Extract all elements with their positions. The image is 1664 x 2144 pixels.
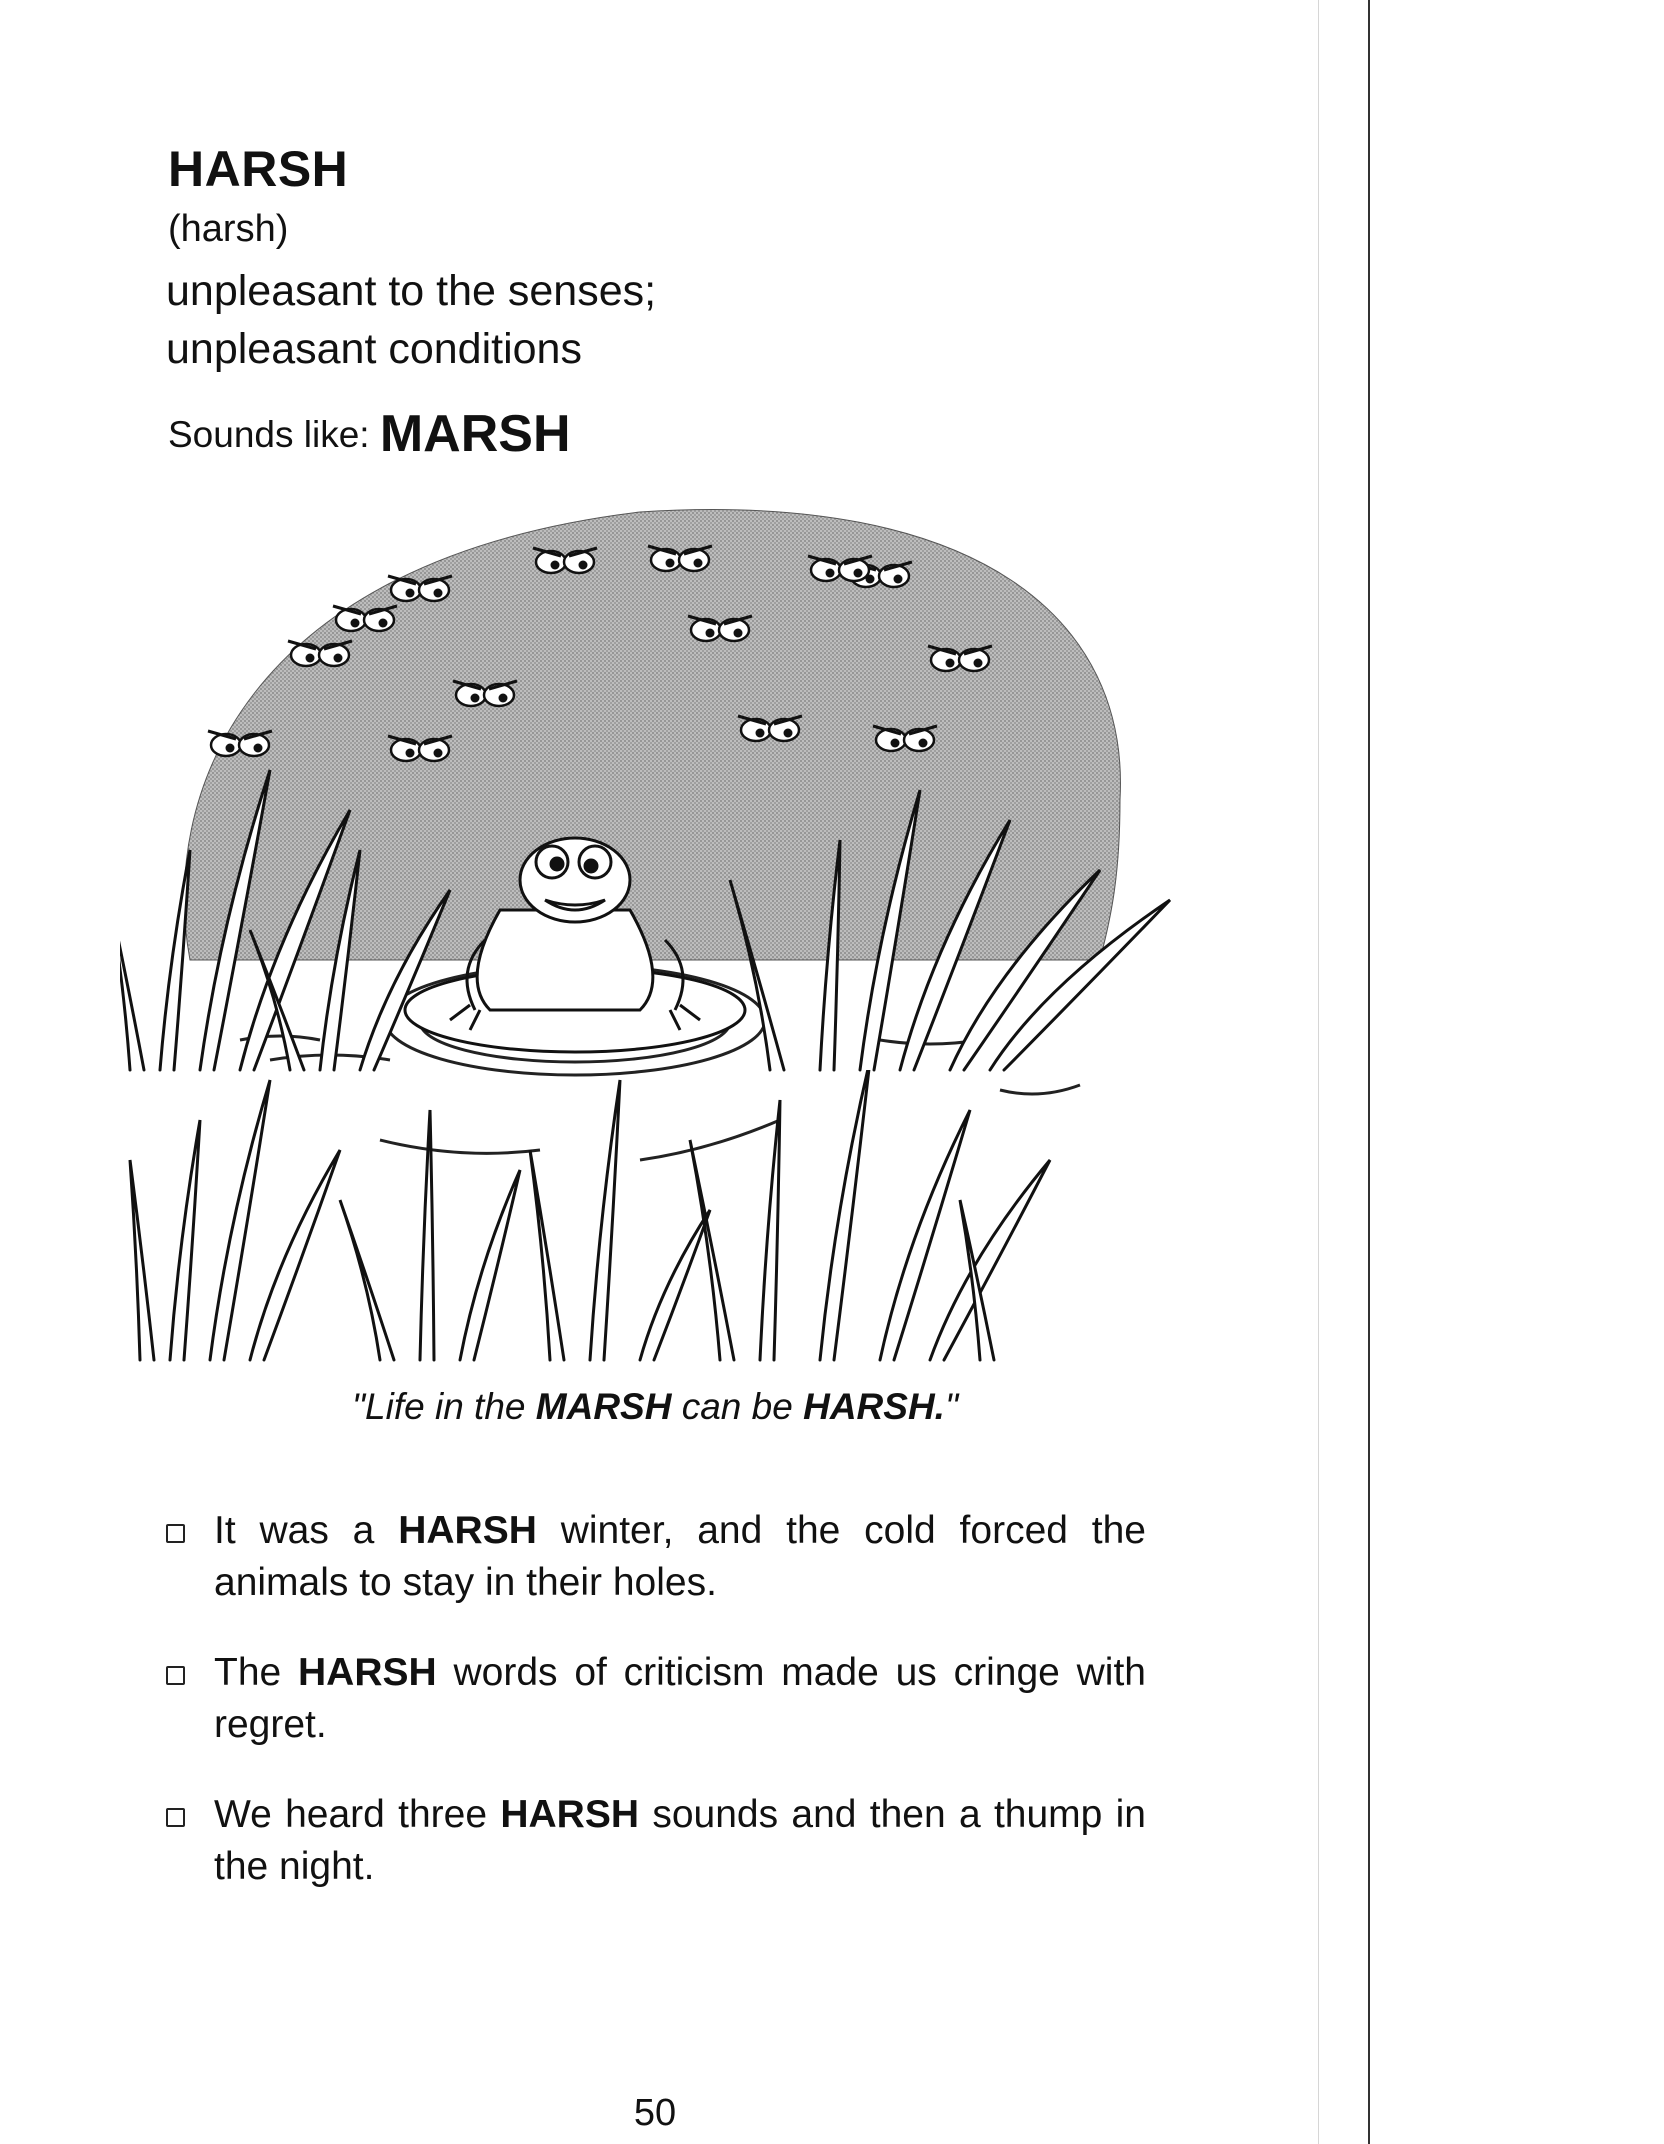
pronunciation: (harsh) [168, 208, 289, 250]
reed-blade [160, 850, 190, 1070]
reed-blade [460, 1170, 520, 1360]
reed-blade [760, 1100, 780, 1360]
reed-blade [340, 1200, 394, 1360]
caption-open: "Life in the [351, 1386, 536, 1427]
checkbox-bullet-icon [166, 1808, 185, 1827]
example-text-after: sounds and then a thump in the night. [214, 1793, 1146, 1888]
example-item [166, 1647, 1146, 1751]
caption-middle: can be [671, 1386, 804, 1427]
reed-blade [590, 1080, 620, 1360]
caption [0, 1386, 1310, 1428]
caption-close: " [944, 1386, 959, 1427]
page-edge [1368, 0, 1370, 2144]
caption-word-2: HARSH. [803, 1386, 945, 1427]
reed-blade [930, 1160, 1050, 1360]
reed-blade [640, 1210, 710, 1360]
checkbox-bullet-icon [166, 1524, 185, 1543]
page-number: 50 [633, 2092, 677, 2134]
example-list [166, 1505, 1146, 1931]
sounds-like-word: MARSH [379, 405, 571, 463]
example-item [166, 1505, 1146, 1609]
example-text-before: We heard three [214, 1793, 501, 1836]
definition [166, 262, 656, 378]
example-keyword: HARSH [500, 1793, 640, 1836]
page-edge-faint [1318, 0, 1319, 2144]
example-keyword: HARSH [398, 1509, 537, 1552]
example-text-after: words of criticism made us cringe with regret. [214, 1651, 1146, 1746]
checkbox-bullet-icon [166, 1666, 185, 1685]
example-item [166, 1789, 1146, 1893]
sounds-like-label: Sounds like: [168, 414, 380, 455]
definition-line-1: unpleasant to the senses; [166, 267, 657, 315]
entry-word: HARSH [168, 141, 349, 197]
reed-blade [170, 1120, 200, 1360]
reed-blade [530, 1150, 564, 1360]
sounds-like [168, 404, 571, 464]
reed-blade [130, 1160, 154, 1360]
example-text-before: It was a [214, 1509, 399, 1552]
reed-blade [120, 900, 144, 1070]
reed-blade [250, 1150, 340, 1360]
reed-blade [820, 1060, 870, 1360]
example-text-after: winter, and the cold forced the animals to stay in their holes. [214, 1509, 1146, 1604]
caption-word-1: MARSH [535, 1386, 672, 1427]
marsh-illustration [120, 500, 1230, 1380]
example-text-before: The [214, 1651, 299, 1694]
example-keyword: HARSH [298, 1651, 437, 1694]
definition-line-2: unpleasant conditions [166, 325, 582, 373]
